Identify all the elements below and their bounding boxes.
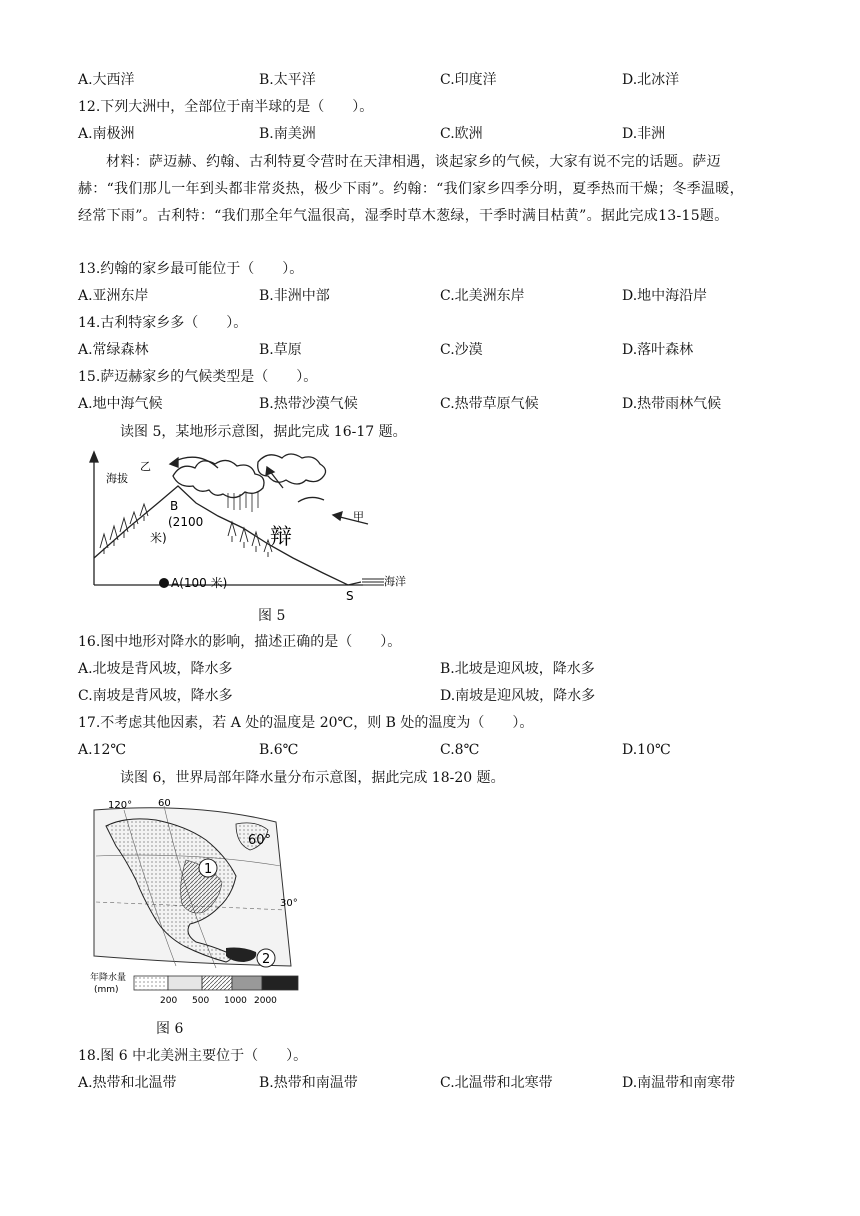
rain-streaks [228, 492, 258, 512]
legend-scale [134, 976, 298, 990]
wind-arrowhead-jia [333, 512, 342, 520]
legend-tick-2000: 2000 [254, 996, 277, 1006]
q16-option-b: B.北坡是迎风坡，降水多 [440, 661, 595, 677]
figure6-intro: 读图 6，世界局部年降水量分布示意图，据此完成 18-20 题。 [120, 770, 505, 786]
q17-option-d: D.10℃ [622, 742, 671, 758]
q13-stem: 13.约翰的家乡最可能位于（ ）。 [78, 261, 304, 277]
q18-option-a: A.热带和北温带 [78, 1075, 177, 1091]
q14-option-b: B.草原 [259, 342, 302, 358]
q11-option-a: A.大西洋 [78, 72, 135, 88]
q14-stem: 14.古利特家乡多（ ）。 [78, 315, 248, 331]
q14-option-a: A.常绿森林 [78, 342, 149, 358]
q13-option-a: A.亚洲东岸 [78, 288, 149, 304]
y-axis-arrow [90, 452, 98, 462]
q11-option-c: C.印度洋 [440, 72, 497, 88]
q18-option-d: D.南温带和南寒带 [622, 1075, 736, 1091]
material-paragraph: 材料：萨迈赫、约翰、古利特夏令营时在天津相遇，谈起家乡的气候，大家有说不完的话题。萨迈赫：“我们那儿一年到头都非常炎热，极少下雨”。约翰：“我们家乡四季分明，夏季热而干燥；冬季温暖，经常下雨”。古利特：“我们那全年气温很高，湿季时草木葱绿，干季时满目枯黄”。据此完成13-15题。 [78, 154, 744, 224]
q14-option-d: D.落叶森林 [622, 342, 694, 358]
cloud-left [173, 460, 264, 497]
point-a-marker [159, 578, 169, 588]
figure6-precipitation-map [86, 796, 306, 1008]
q15-option-a: A.地中海气候 [78, 396, 163, 412]
q12-option-c: C.欧洲 [440, 126, 483, 142]
q16-option-a: A.北坡是背风坡，降水多 [78, 661, 233, 677]
peak-unit-label: 米) [150, 531, 167, 545]
legend-tick-500: 500 [192, 996, 210, 1006]
q16-option-c: C.南坡是背风坡，降水多 [78, 688, 233, 704]
ocean-label: 海洋 [384, 575, 406, 588]
figure5-terrain-diagram [78, 448, 408, 608]
q15-option-d: D.热带雨林气候 [622, 396, 722, 412]
longitude-60-label: 60 [158, 798, 171, 809]
q13-option-c: C.北美洲东岸 [440, 288, 525, 304]
q16-stem: 16.图中地形对降水的影响，描述正确的是（ ）。 [78, 634, 402, 650]
legend-tick-1000: 1000 [224, 996, 247, 1006]
q17-option-b: B.6℃ [259, 742, 299, 758]
point-a-label: A(100 米) [171, 576, 228, 590]
q17-option-a: A.12℃ [78, 742, 127, 758]
legend-tick-200: 200 [160, 996, 178, 1006]
figure5-caption: 图 5 [258, 608, 286, 624]
longitude-120-label: 120° [108, 800, 133, 811]
q13-option-b: B.非洲中部 [259, 288, 330, 304]
trees-south-slope [228, 522, 272, 557]
legend-title: 年降水量 [90, 973, 127, 983]
figure5-intro: 读图 5，某地形示意图，据此完成 16-17 题。 [120, 424, 407, 440]
q12-option-a: A.南极洲 [78, 126, 135, 142]
peak-b-label: B [170, 499, 179, 513]
legend-unit: (mm) [94, 985, 119, 995]
q11-option-d: D.北冰洋 [622, 72, 680, 88]
figure6-caption: 图 6 [156, 1021, 184, 1037]
q12-option-d: D.非洲 [622, 126, 666, 142]
region-1-label: 1 [204, 862, 213, 877]
q11-option-b: B.太平洋 [259, 72, 316, 88]
q17-option-c: C.8℃ [440, 742, 480, 758]
q18-stem: 18.图 6 中北美洲主要位于（ ）。 [78, 1048, 308, 1064]
latitude-30-label: 30° [280, 898, 298, 909]
q17-stem: 17.不考虑其他因素，若 A 处的温度是 20℃，则 B 处的温度为（ ）。 [78, 715, 534, 731]
q14-option-c: C.沙漠 [440, 342, 483, 358]
wind-label-yi: 乙 [140, 460, 151, 473]
point-s-label: S [346, 589, 354, 603]
q16-option-d: D.南坡是迎风坡，降水多 [440, 688, 596, 704]
y-axis-label: 海拔 [106, 472, 128, 485]
q12-option-b: B.南美洲 [259, 126, 316, 142]
wind-label-jia: 甲 [353, 510, 364, 523]
region-2-label: 2 [262, 952, 271, 967]
q15-option-c: C.热带草原气候 [440, 396, 539, 412]
wind-arrow-east [298, 497, 324, 502]
trees-north-slope [100, 504, 148, 554]
q15-stem: 15.萨迈赫家乡的气候类型是（ ）。 [78, 369, 318, 385]
q13-option-d: D.地中海沿岸 [622, 288, 708, 304]
q18-option-b: B.热带和南温带 [259, 1075, 358, 1091]
q18-option-c: C.北温带和北寒带 [440, 1075, 553, 1091]
q15-option-b: B.热带沙漠气候 [259, 396, 358, 412]
wind-arrowhead-top [170, 458, 178, 467]
q12-stem: 12.下列大洲中，全部位于南半球的是（ ）。 [78, 99, 374, 115]
latitude-60-label: 60° [248, 833, 272, 848]
peak-height-label: (2100 [168, 515, 204, 529]
slope-character: 辩 [270, 525, 293, 550]
ocean-lines [362, 579, 384, 585]
mountain-profile [94, 486, 361, 585]
wind-arrowhead-slope [266, 467, 274, 475]
